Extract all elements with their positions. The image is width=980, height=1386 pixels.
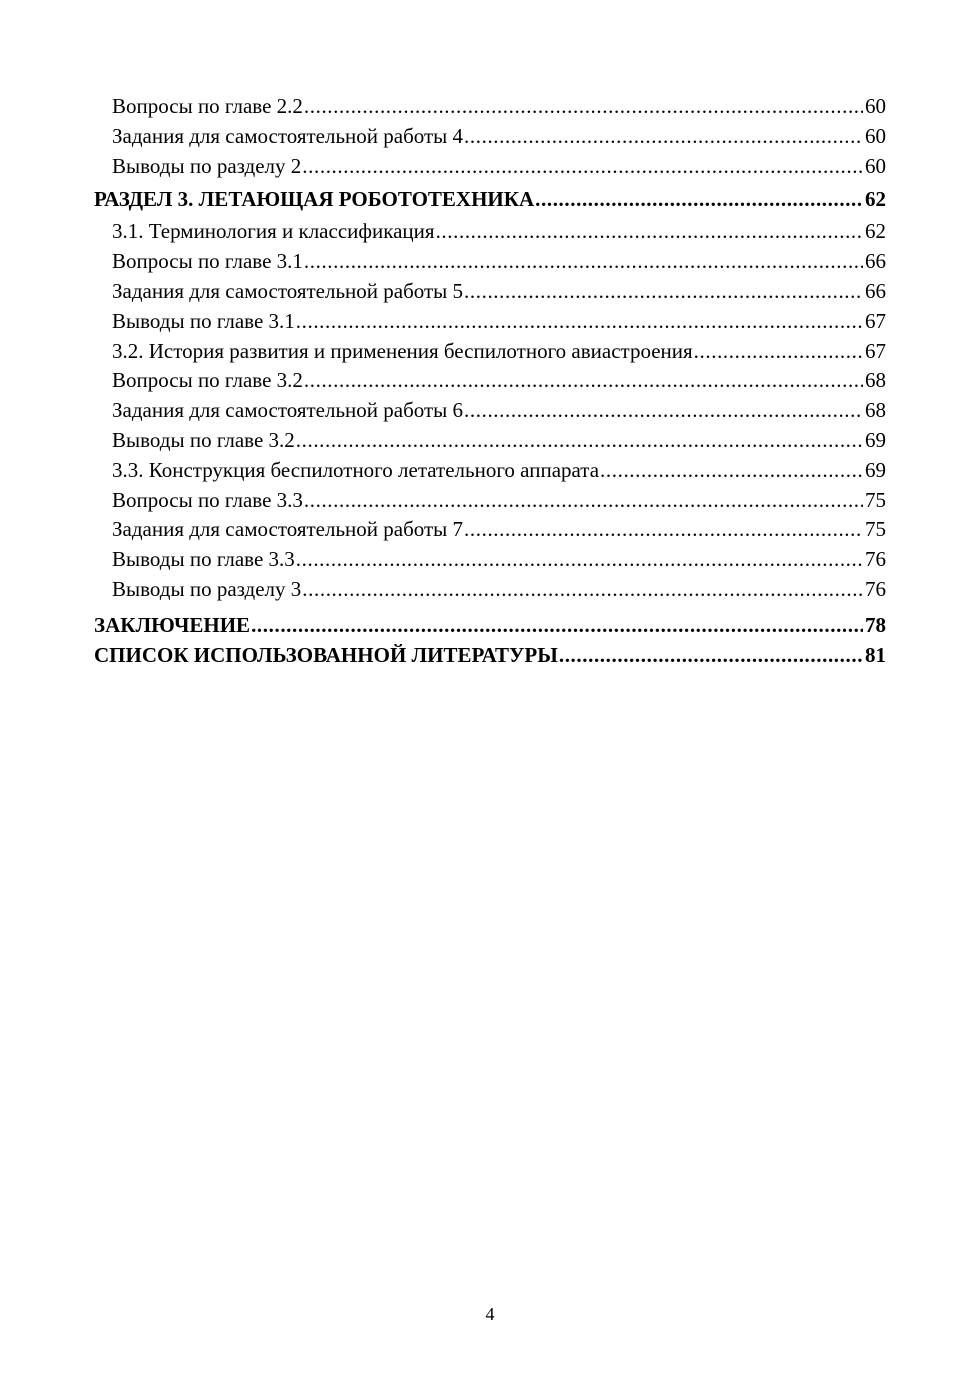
toc-entry[interactable] — [94, 366, 886, 396]
toc-leader-dots — [304, 92, 863, 122]
toc-entry-page: 60 — [865, 153, 886, 178]
toc-entry-page: 75 — [865, 487, 886, 512]
toc-entry[interactable] — [94, 575, 886, 605]
toc-leader-dots — [304, 366, 863, 396]
toc-entry-page: 76 — [865, 576, 886, 601]
toc-section-entry[interactable] — [94, 187, 886, 211]
toc-entry[interactable] — [94, 426, 886, 456]
toc-entry-page: 68 — [865, 398, 886, 423]
toc-leader-dots — [559, 643, 863, 667]
toc-entry-title: Вопросы по главе 3.2 — [112, 368, 303, 393]
toc-entry-title: 3.1. Терминология и классификация — [112, 219, 435, 244]
toc-entry-title: Вопросы по главе 3.1 — [112, 249, 303, 274]
toc-entry[interactable] — [94, 337, 886, 367]
toc-entry[interactable] — [94, 152, 886, 182]
toc-entry-title: Выводы по разделу 3 — [112, 576, 302, 601]
toc-entry-page: 66 — [865, 278, 886, 303]
toc-leader-dots — [535, 187, 863, 211]
toc-leader-dots — [464, 122, 863, 152]
toc-entry[interactable] — [94, 122, 886, 152]
toc-entry-title: Задания для самостоятельной работы 7 — [112, 517, 464, 542]
toc-entry-title: 3.2. История развития и применения беспилотного авиастроения — [112, 338, 693, 363]
toc-entry-title: Выводы по главе 3.1 — [112, 308, 295, 333]
toc-leader-dots — [296, 426, 863, 456]
toc-entry[interactable] — [94, 456, 886, 486]
toc-entry-page: 60 — [865, 94, 886, 118]
toc-leader-dots — [296, 545, 863, 575]
table-of-contents — [94, 92, 886, 673]
toc-entry-title: Задания для самостоятельной работы 6 — [112, 398, 464, 423]
toc-entry-title: Задания для самостоятельной работы 5 — [112, 278, 464, 303]
toc-entry-page: 67 — [865, 308, 886, 333]
toc-entry-page: 76 — [865, 547, 886, 572]
toc-leader-dots — [464, 515, 863, 545]
toc-entry-title: Вопросы по главе 3.3 — [112, 487, 303, 512]
toc-entry[interactable] — [94, 545, 886, 575]
toc-entry-title: Задания для самостоятельной работы 4 — [112, 123, 464, 148]
toc-entry-page: 68 — [865, 368, 886, 393]
toc-entry-page: 66 — [865, 249, 886, 274]
toc-section-title: ЗАКЛЮЧЕНИЕ — [94, 612, 251, 637]
toc-entry-page: 67 — [865, 338, 886, 363]
toc-entry-title: Вопросы по главе 2.2 — [112, 94, 303, 118]
toc-leader-dots — [464, 277, 863, 307]
toc-entry-title: 3.3. Конструкция беспилотного летательного аппарата — [112, 457, 600, 482]
toc-leader-dots — [251, 613, 863, 637]
toc-entry-page: 62 — [865, 219, 886, 244]
toc-entry-title: Выводы по разделу 2 — [112, 153, 302, 178]
toc-section-page: 78 — [865, 612, 886, 637]
toc-leader-dots — [304, 247, 863, 277]
toc-entry[interactable] — [94, 486, 886, 516]
toc-entry-page: 75 — [865, 517, 886, 542]
toc-entry[interactable] — [94, 396, 886, 426]
toc-entry[interactable] — [94, 247, 886, 277]
toc-entry-page: 69 — [865, 427, 886, 452]
toc-section-page: 62 — [865, 187, 886, 212]
toc-leader-dots — [296, 307, 863, 337]
toc-leader-dots — [304, 486, 863, 516]
toc-entry-title: Выводы по главе 3.2 — [112, 427, 295, 452]
toc-leader-dots — [302, 152, 863, 182]
toc-leader-dots — [600, 456, 863, 486]
toc-leader-dots — [302, 575, 863, 605]
toc-leader-dots — [436, 217, 863, 247]
toc-section-title: СПИСОК ИСПОЛЬЗОВАННОЙ ЛИТЕРАТУРЫ — [94, 642, 558, 667]
toc-section-title: РАЗДЕЛ 3. ЛЕТАЮЩАЯ РОБОТОТЕХНИКА — [94, 187, 535, 212]
toc-entry[interactable] — [94, 217, 886, 247]
toc-section-page: 81 — [865, 642, 886, 667]
toc-entry-page: 69 — [865, 457, 886, 482]
toc-entry[interactable] — [94, 515, 886, 545]
toc-leader-dots — [694, 337, 863, 367]
toc-section-entry[interactable] — [94, 643, 886, 667]
toc-section-entry[interactable] — [94, 613, 886, 637]
toc-entry-page: 60 — [865, 123, 886, 148]
toc-entry[interactable] — [94, 92, 886, 122]
toc-entry-title: Выводы по главе 3.3 — [112, 547, 295, 572]
page-number: 4 — [485, 1304, 495, 1324]
toc-entry[interactable] — [94, 277, 886, 307]
toc-leader-dots — [464, 396, 863, 426]
toc-entry[interactable] — [94, 307, 886, 337]
